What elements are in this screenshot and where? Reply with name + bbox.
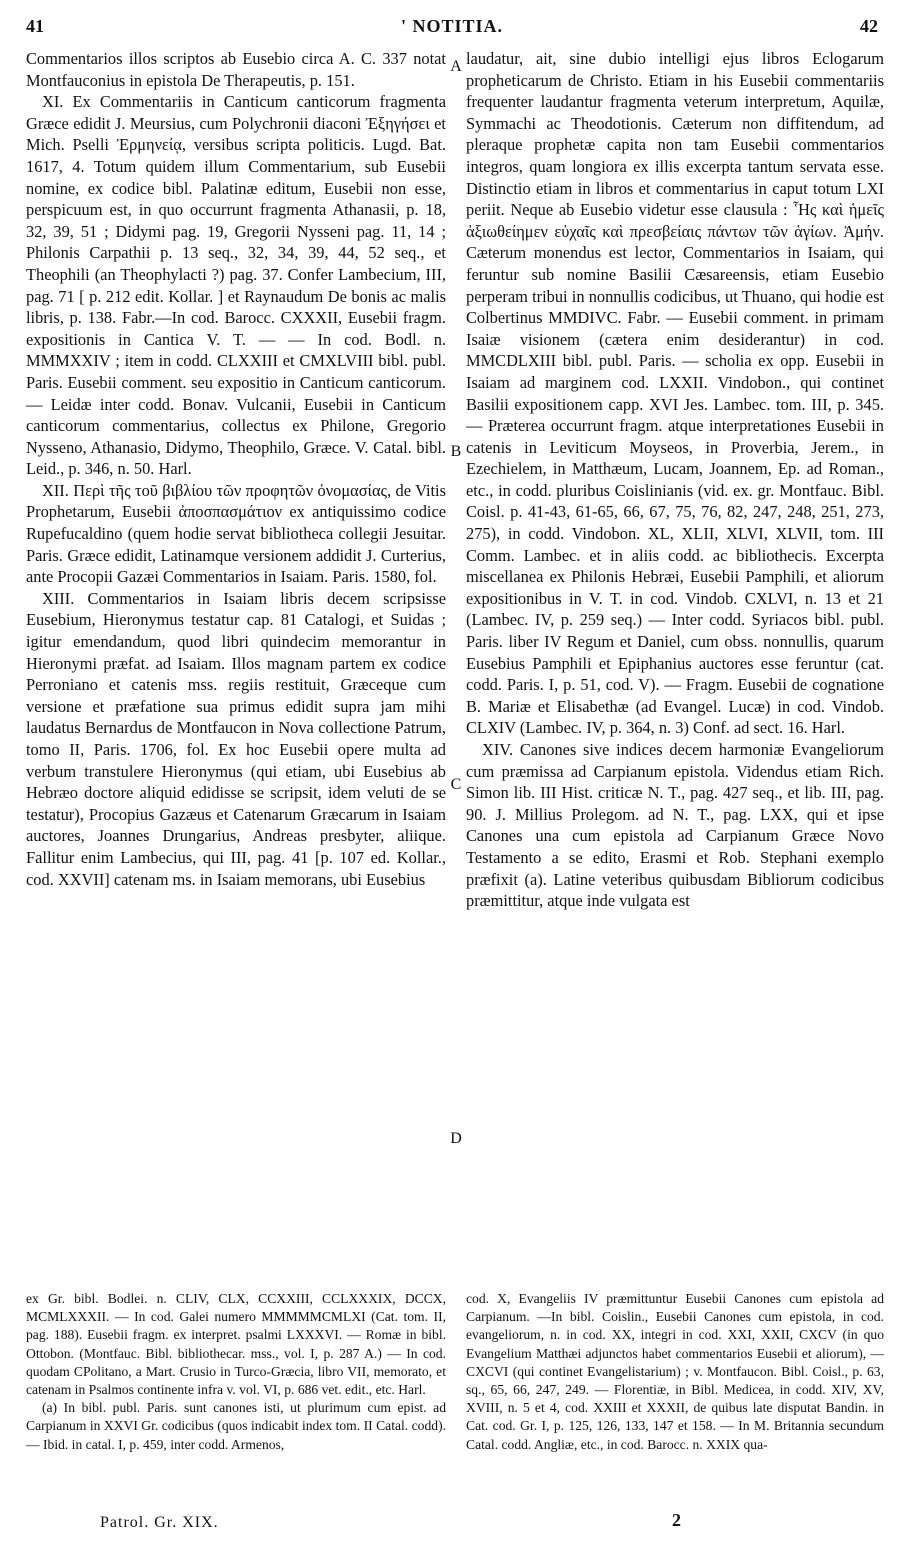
- page-header: [26, 16, 878, 38]
- margin-marker-a: A: [450, 58, 462, 75]
- printer-signature: Patrol. Gr. XIX.: [100, 1514, 219, 1531]
- right-page-number: 42: [860, 16, 878, 36]
- margin-marker-c: C: [450, 776, 462, 793]
- footnote-paragraph: cod. X, Evangeliis IV præmittuntur Eusebii Canones cum epistola ad Carpianum. —In bibl. Coislin., Eusebii Canones cum epistola, in cod. evangeliorum, n. in cod. XX, integri in cod. XXI, XXII, CXCV (in quo Evangelium Matthæi adjunctos habet commentarios Eusebii et aliorum), — CXCVI (qui continet Evangelistarium) ; v. Montfaucon. Bibl. Coisl., p. 63, sq., 65, 66, 247, 249. — Florentiæ, in Bibl. Medicea, in codd. XIV, XV, XVIII, n. 5 et 4, cod. XXIII et XXXII, de quibus late disputat Bandin. in Cat. cod. Gr. I, p. 125, 126, 133, 147 et 158. — In M. Britannia secundum Catal. codd. Angliæ, etc., in cod. Barocc. n. XXIX qua-: [466, 1291, 884, 1452]
- right-paragraph: laudatur, ait, sine dubio intelligi ejus libros Eclogarum propheticarum de Christo. Etiam in his Eusebii commentariis frequenter laudantur fragmenta veterum interpretum, Aquilæ, Symmachi ac Theodotionis. Cæterum non diffitendum, ad pleraque prophetæ capita non tam Eusebii commentarios integros, quam longiora ex illis excerpta tantum servata esse. Distinctio etiam in libros et commentarius in caput totum LXI periit. Neque ab Eusebio videtur esse clausula : Ἧς καὶ ἡμεῖς ἀξιωθείημεν εὐχαῖς καὶ πρεσβείαις πάντων τῶν ἁγίων. Ἀμήν. Cæterum monendus est lector, Commentarios in Isaiam, qui feruntur sub nomine Basilii Cæsareensis, etiam Eusebio perperam tribui in nonnullis codicibus, ut Thuano, qui hodie est Colbertinus MMDIVC. Fabr. — Eusebii comment. in primam Isaiæ visionem (cætera enim desiderantur) in cod. MMCDLXIII bibl. publ. Paris. — scholia ex opp. Eusebii in Isaiam ad marginem cod. LXXII. Vindobon., qui continet Basilii expositionem capp. XVI Jes. Lambec. tom. III, p. 345. — Præterea occurrunt fragm. atque interpretationes Eusebii in catenis in Leviticum Moyseos, in Proverbia, Jerem., in Ezechielem, in Matthæum, Lucam, Joannem, Ep. ad Roman., etc., in codd. pluribus Coislinianis (vid. ex. gr. Montfauc. Bibl. Coisl. p. 41-43, 61-65, 66, 67, 75, 76, 82, 247, 248, 251, 273, 275), in codd. Vindobon. XL, XLII, XLVI, XLVII, tom. III Comm. Lambec. et in aliis codd. ac bibliothecis. Excerpta miscellanea ex Philonis Hebræi, Eusebii Pamphili, et aliorum expositionibus in V. T. in cod. Vindob. CXLVI, n. 13 et 21 (Lambec. IV, p. 259 seq.) — Inter codd. Syriacos bibl. publ. Paris. liber IV Regum et Daniel, cum obss. nonnullis, quarum Eusebius Pamphili et Epiphanius auctores esse feruntur (cat. codd. Paris. I, p. 51, cod. V). — Fragm. Eusebii de cognatione B. Mariæ et Elisabethæ (ad Evangel. Lucæ) in cod. Vindob. CLXIV (Lambec. IV, p. 364, n. 3) Conf. ad sect. 16. Harl.: [466, 49, 884, 738]
- footnote-paragraph: ex Gr. bibl. Bodlei. n. CLIV, CLX, CCXXIII, CCLXXXIX, DCCX, MCMLXXXII. — In cod. Galei numero MMMMMCMLXI (Cat. tom. II, pag. 188). Eusebii fragm. ex interpret. psalmi LXXXVI. — Romæ in bibl. Ottobon. (Montfauc. Bibl. bibliothecar. mss., vol. I, p. 287 A.) — In cod. quodam CPolitano, a Mart. Crusio in Turco-Græcia, libro VII, memorato, et catenam in Psalmos continente infra v. vol. VI, p. 686 vet. edit., etc. Harl.: [26, 1291, 446, 1398]
- margin-marker-d: D: [450, 1130, 462, 1147]
- left-paragraph: XI. Ex Commentariis in Canticum canticorum fragmenta Græce edidit J. Meursius, cum Polychronii diaconi Ἐξηγήσει et Mich. Pselli Ἐρμηνείᾳ, versibus scripta politicis. Lugd. Bat. 1617, 4. Totum quidem illum Commentarium, sub Eusebii nomine, ex codice bibl. Palatinæ editum, Eusebii non esse, perspicuum est, in quo occurrunt fragmenta Athanasii, p. 18, 32, 39, 51 ; Didymi pag. 19, Gregorii Nysseni pag. 11, 14 ; Philonis Carpathii p. 13 seq., 32, 34, 39, 44, 52 seq., et Theophili (an Theophylacti ?) pag. 37. Confer Lambecium, III, pag. 71 [ p. 212 edit. Kollar. ] et Raynaudum De bonis ac malis libris, p. 138. Fabr.—In cod. Barocc. CXXXII, Eusebii fragm. expositionis in Cantica V. T. — — In cod. Bodl. n. MMMXXIV ; item in codd. CLXXIII et CMXLVIII bibl. publ. Paris. Eusebii comment. seu expositio in Canticum canticorum. — Leidæ inter codd. Bonav. Vulcanii, Eusebii in Canticum canticorum commentarius, collectus ex Philone, Gregorio Nysseno, Athanasio, Didymo, Theophilo, Græce. V. Catal. bibl. Leid., p. 346, n. 50. Harl.: [26, 92, 446, 479]
- margin-marker-b: B: [450, 443, 462, 460]
- left-paragraph: Commentarios illos scriptos ab Eusebio circa A. C. 337 notat Montfauconius in epistola De Therapeutis, p. 151.: [26, 49, 446, 90]
- left-paragraph: XII. Περὶ τῆς τοῦ βιβλίου τῶν προφητῶν ὀνομασίας, de Vitis Prophetarum, Eusebii ἀποσπασμάτιον ex antiquissimo codice Rupefucaldino (quem hodie servat bibliotheca collegii Jesuitar. Paris. Græce edidit, Latinamque versionem addidit J. Curterius, ante Procopii Gazæi Commentarios in Isaiam. Paris. 1580, fol.: [26, 480, 446, 587]
- left-text-column: [26, 48, 446, 1276]
- sheet-number: 2: [672, 1510, 681, 1530]
- right-paragraph: XIV. Canones sive indices decem harmoniæ Evangeliorum cum præmissa ad Carpianum epistola. Videndus etiam Rich. Simon lib. III Hist. criticæ N. T., pag. 427 seq., et lib. III, pag. 90. J. Millius Prolegom. ad N. T., pag. LXX, qui et ipse Canones una cum epistola ad Carpianum Græce Novo Testamento a se edito, Erasmi et Rob. Stephani exemplo præfixit (a). Latine veteribus quibusdam Bibliorum codicibus præmittitur, atque inde vulgata est: [466, 740, 884, 911]
- footnote-paragraph: (a) In bibl. publ. Paris. sunt canones isti, ut plurimum cum epist. ad Carpianum in XXVI Gr. codicibus (quos indicabit index tom. II Catal. codd). — Ibid. in catal. I, p. 459, inter codd. Armenos,: [26, 1400, 446, 1452]
- running-title: ' NOTITIA.: [400, 16, 504, 36]
- right-text-column: [466, 48, 884, 1276]
- left-paragraph: XIII. Commentarios in Isaiam libris decem scripsisse Eusebium, Hieronymus testatur cap. 81 Catalogi, et Suidas ; igitur emendandum, quod libri quindecim memorantur in Hieronymi præfat. ad Isaiam. Illos magnam partem ex codice Perroniano et catenis mss. regiis restituit, Græceque cum versione et præfatione sua primus edidit supra jam mihi laudatus Bernardus de Montfaucon in Nova collectione Patrum, tomo II, Paris. 1706, fol. Ex hoc Eusebii opere multa ad verbum transtulere Hieronymus (qui etiam, ubi Eusebius ab Hebræo doctore aliquid edidisse se scripsit, idem veluti de se testatur), Procopius Gazæus et Catenarum Græcarum in Isaiam auctores, Joannes Drungarius, Andreas presbyter, aliique. Fallitur enim Lambecius, qui III, pag. 41 [p. 107 ed. Kollar., cod. XXVII] catenam ms. in Isaiam memorans, ubi Eusebius: [26, 588, 446, 889]
- right-footnotes: [466, 1290, 884, 1490]
- left-footnotes: [26, 1290, 446, 1490]
- left-page-number: 41: [26, 16, 44, 36]
